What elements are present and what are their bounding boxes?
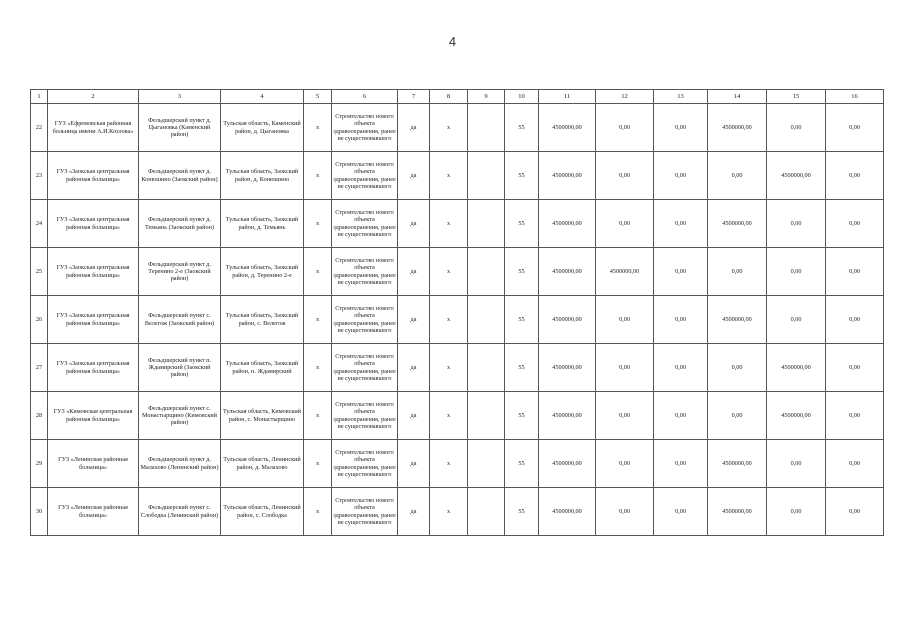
cell-col12: 0,00	[596, 200, 654, 248]
cell-facility: Фельдшерский пункт с. Велегож (Заокский район)	[139, 296, 221, 344]
cell-col16: 0,00	[826, 152, 884, 200]
cell-col10: 55	[505, 440, 539, 488]
cell-col9	[468, 200, 505, 248]
table-row	[31, 152, 884, 200]
cell-col12: 0,00	[596, 344, 654, 392]
header-cell-col9: 9	[468, 90, 505, 104]
cell-col8: х	[430, 392, 468, 440]
header-cell-col14: 14	[708, 90, 767, 104]
cell-col12: 0,00	[596, 296, 654, 344]
cell-address: Тульская область, Кимовский район, с. Монастырщино	[221, 392, 304, 440]
cell-total-cost: 4500000,00	[539, 296, 596, 344]
cell-col13: 0,00	[654, 392, 708, 440]
header-cell-col15: 15	[767, 90, 826, 104]
header-cell-institution: 2	[48, 90, 139, 104]
cell-col9	[468, 296, 505, 344]
cell-work-type: Строительство нового объекта здравоохранения, ранее не существовавшего	[332, 104, 398, 152]
cell-col7: да	[398, 200, 430, 248]
cell-row-number: 26	[31, 296, 48, 344]
table-row	[31, 344, 884, 392]
table-row	[31, 392, 884, 440]
cell-facility: Фельдшерский пункт д. Теренино 2-е (Заокский район)	[139, 248, 221, 296]
cell-col12: 0,00	[596, 104, 654, 152]
cell-row-number: 27	[31, 344, 48, 392]
cell-total-cost: 4500000,00	[539, 248, 596, 296]
header-cell-col5: 5	[304, 90, 332, 104]
cell-work-type: Строительство нового объекта здравоохранения, ранее не существовавшего	[332, 344, 398, 392]
cell-address: Тульская область, Заокский район, с. Велегож	[221, 296, 304, 344]
cell-col16: 0,00	[826, 440, 884, 488]
cell-facility: Фельдшерский пункт п. Ждамирский (Заокский район)	[139, 344, 221, 392]
cell-row-number: 28	[31, 392, 48, 440]
cell-col7: да	[398, 104, 430, 152]
cell-col12: 0,00	[596, 488, 654, 536]
cell-col16: 0,00	[826, 248, 884, 296]
cell-col13: 0,00	[654, 152, 708, 200]
cell-facility: Фельдшерский пункт с. Слободка (Ленинский район)	[139, 488, 221, 536]
cell-total-cost: 4500000,00	[539, 104, 596, 152]
cell-col8: х	[430, 488, 468, 536]
cell-col12: 0,00	[596, 152, 654, 200]
cell-work-type: Строительство нового объекта здравоохранения, ранее не существовавшего	[332, 440, 398, 488]
cell-col13: 0,00	[654, 344, 708, 392]
table-row	[31, 440, 884, 488]
cell-col13: 0,00	[654, 296, 708, 344]
cell-total-cost: 4500000,00	[539, 392, 596, 440]
cell-work-type: Строительство нового объекта здравоохранения, ранее не существовавшего	[332, 248, 398, 296]
cell-col16: 0,00	[826, 344, 884, 392]
cell-col13: 0,00	[654, 200, 708, 248]
cell-row-number: 30	[31, 488, 48, 536]
header-cell-work-type: 6	[332, 90, 398, 104]
cell-col9	[468, 440, 505, 488]
cell-col15: 4500000,00	[767, 392, 826, 440]
cell-col16: 0,00	[826, 104, 884, 152]
cell-institution: ГУЗ «Заокская центральная районная больница»	[48, 152, 139, 200]
table-row	[31, 488, 884, 536]
cell-col14: 4500000,00	[708, 488, 767, 536]
cell-work-type: Строительство нового объекта здравоохранения, ранее не существовавшего	[332, 152, 398, 200]
cell-col16: 0,00	[826, 200, 884, 248]
facilities-table	[30, 89, 884, 536]
cell-col5: х	[304, 296, 332, 344]
table-header-row	[31, 90, 884, 104]
cell-row-number: 24	[31, 200, 48, 248]
header-cell-total-cost: 11	[539, 90, 596, 104]
cell-col13: 0,00	[654, 488, 708, 536]
cell-col8: х	[430, 296, 468, 344]
cell-row-number: 25	[31, 248, 48, 296]
cell-facility: Фельдшерский пункт д. Темьянь (Заокский район)	[139, 200, 221, 248]
table-row	[31, 104, 884, 152]
cell-address: Тульская область, Заокский район, д. Темьянь	[221, 200, 304, 248]
cell-row-number: 22	[31, 104, 48, 152]
table-row	[31, 248, 884, 296]
cell-col16: 0,00	[826, 296, 884, 344]
cell-address: Тульская область, Заокский район, д. Теренино 2-е	[221, 248, 304, 296]
header-cell-col12: 12	[596, 90, 654, 104]
cell-total-cost: 4500000,00	[539, 152, 596, 200]
cell-col9	[468, 344, 505, 392]
cell-col14: 0,00	[708, 152, 767, 200]
cell-total-cost: 4500000,00	[539, 440, 596, 488]
cell-col7: да	[398, 440, 430, 488]
header-cell-col7: 7	[398, 90, 430, 104]
cell-col7: да	[398, 488, 430, 536]
header-cell-facility: 3	[139, 90, 221, 104]
cell-institution: ГУЗ «Заокская центральная районная больница»	[48, 200, 139, 248]
cell-facility: Фельдшерский пункт д. Малахово (Ленинский район)	[139, 440, 221, 488]
header-cell-address: 4	[221, 90, 304, 104]
table-row	[31, 296, 884, 344]
cell-row-number: 29	[31, 440, 48, 488]
cell-col10: 55	[505, 296, 539, 344]
cell-col5: х	[304, 488, 332, 536]
cell-col9	[468, 248, 505, 296]
cell-col5: х	[304, 200, 332, 248]
cell-col7: да	[398, 152, 430, 200]
cell-col7: да	[398, 248, 430, 296]
cell-col14: 0,00	[708, 248, 767, 296]
cell-col16: 0,00	[826, 392, 884, 440]
header-cell-col8: 8	[430, 90, 468, 104]
header-cell-row-number: 1	[31, 90, 48, 104]
cell-row-number: 23	[31, 152, 48, 200]
cell-col8: х	[430, 200, 468, 248]
cell-col13: 0,00	[654, 440, 708, 488]
cell-col15: 4500000,00	[767, 344, 826, 392]
cell-col10: 55	[505, 104, 539, 152]
cell-facility: Фельдшерский пункт д. Цыгановка (Каменский район)	[139, 104, 221, 152]
cell-col14: 4500000,00	[708, 104, 767, 152]
cell-col10: 55	[505, 248, 539, 296]
cell-col8: х	[430, 440, 468, 488]
cell-col15: 0,00	[767, 200, 826, 248]
cell-col8: х	[430, 152, 468, 200]
cell-col8: х	[430, 104, 468, 152]
cell-col10: 55	[505, 344, 539, 392]
cell-col14: 0,00	[708, 392, 767, 440]
cell-address: Тульская область, Заокский район, д. Конюшино	[221, 152, 304, 200]
cell-col12: 0,00	[596, 392, 654, 440]
cell-col5: х	[304, 392, 332, 440]
cell-col14: 4500000,00	[708, 296, 767, 344]
cell-col9	[468, 488, 505, 536]
cell-col12: 0,00	[596, 440, 654, 488]
cell-col7: да	[398, 296, 430, 344]
cell-institution: ГУЗ «Заокская центральная районная больница»	[48, 296, 139, 344]
cell-col15: 0,00	[767, 248, 826, 296]
cell-institution: ГУЗ «Кимовская центральная районная больница»	[48, 392, 139, 440]
cell-col5: х	[304, 248, 332, 296]
header-cell-col16: 16	[826, 90, 884, 104]
cell-institution: ГУЗ «Заокская центральная районная больница»	[48, 248, 139, 296]
cell-col5: х	[304, 104, 332, 152]
cell-address: Тульская область, Заокский район, п. Ждамирский	[221, 344, 304, 392]
cell-facility: Фельдшерский пункт д. Конюшино (Заокский район)	[139, 152, 221, 200]
cell-total-cost: 4500000,00	[539, 200, 596, 248]
cell-col8: х	[430, 344, 468, 392]
cell-col10: 55	[505, 392, 539, 440]
cell-col10: 55	[505, 200, 539, 248]
cell-institution: ГУЗ «Ефремовская районная больница имени А.И.Козлова»	[48, 104, 139, 152]
cell-col9	[468, 104, 505, 152]
cell-address: Тульская область, Каменский район, д. Цыгановка	[221, 104, 304, 152]
cell-col14: 4500000,00	[708, 200, 767, 248]
cell-col15: 0,00	[767, 440, 826, 488]
cell-col5: х	[304, 440, 332, 488]
cell-address: Тульская область, Ленинский район, д. Малахово	[221, 440, 304, 488]
cell-institution: ГУЗ «Ленинская районная больница»	[48, 488, 139, 536]
cell-col14: 4500000,00	[708, 440, 767, 488]
cell-work-type: Строительство нового объекта здравоохранения, ранее не существовавшего	[332, 488, 398, 536]
table-row	[31, 200, 884, 248]
cell-total-cost: 4500000,00	[539, 488, 596, 536]
cell-address: Тульская область, Ленинский район, с. Слободка	[221, 488, 304, 536]
cell-col7: да	[398, 344, 430, 392]
cell-institution: ГУЗ «Заокская центральная районная больница»	[48, 344, 139, 392]
cell-col14: 0,00	[708, 344, 767, 392]
cell-col9	[468, 392, 505, 440]
cell-col5: х	[304, 152, 332, 200]
cell-facility: Фельдшерский пункт с. Монастырщино (Кимовский район)	[139, 392, 221, 440]
cell-col16: 0,00	[826, 488, 884, 536]
cell-col15: 4500000,00	[767, 152, 826, 200]
cell-col5: х	[304, 344, 332, 392]
cell-institution: ГУЗ «Ленинская районная больница»	[48, 440, 139, 488]
cell-work-type: Строительство нового объекта здравоохранения, ранее не существовавшего	[332, 392, 398, 440]
cell-col8: х	[430, 248, 468, 296]
header-cell-col10: 10	[505, 90, 539, 104]
cell-col7: да	[398, 392, 430, 440]
cell-col15: 0,00	[767, 296, 826, 344]
cell-col13: 0,00	[654, 248, 708, 296]
cell-col13: 0,00	[654, 104, 708, 152]
cell-col15: 0,00	[767, 488, 826, 536]
cell-total-cost: 4500000,00	[539, 344, 596, 392]
cell-col12: 4500000,00	[596, 248, 654, 296]
cell-work-type: Строительство нового объекта здравоохранения, ранее не существовавшего	[332, 296, 398, 344]
cell-col9	[468, 152, 505, 200]
page-number: 4	[448, 34, 457, 49]
cell-col15: 0,00	[767, 104, 826, 152]
cell-work-type: Строительство нового объекта здравоохранения, ранее не существовавшего	[332, 200, 398, 248]
cell-col10: 55	[505, 488, 539, 536]
header-cell-col13: 13	[654, 90, 708, 104]
cell-col10: 55	[505, 152, 539, 200]
